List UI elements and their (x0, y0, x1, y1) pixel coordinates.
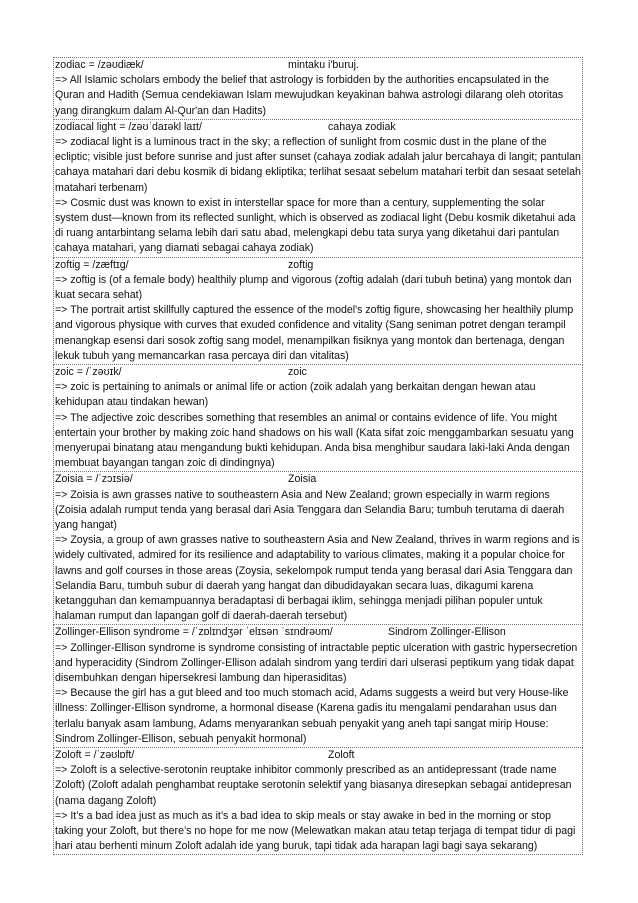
definition-line: => All Islamic scholars embody the belief that astrology is forbidden by the authorities encapsulated in the Quran and Hadith (Semua cendekiawan Islam mewujudkan keyakinan bahwa astrologi dilarang oleh otoritas yang dirangkum dalam Al-Qur'an dan Hadits) (55, 74, 564, 117)
entry-term: Zoisia = /ˈzɔɪsiə/ (55, 473, 133, 486)
entry-translation: zoftig (288, 258, 314, 271)
entry-zoftig (53, 257, 583, 365)
definition-line: => Zoisia is awn grasses native to southeastern Asia and New Zealand; grown especially in warm regions (Zoisia adalah rumput tenda yang berasal dari Asia Tenggara dan Selandia Baru; tumbuh terutama di daerah yang hangat) (55, 488, 565, 532)
entry-zoloft (53, 747, 583, 855)
entry-header (55, 748, 581, 763)
example-line: => Because the girl has a gut bleed and too much stomach acid, Adams suggests a weird but very House-like illness: Zollinger-Ellison syndrome, a hormonal disease (Karena gadis itu mengalami pendarahan usus dan terlalu banyak asam lambung, Adams menyarankan sebuah penyakit yang aneh tapi sangat mirip House: Sindrom Zollinger-Ellison, sebuah penyakit hormonal) (55, 687, 569, 745)
dictionary-page (53, 58, 583, 855)
entry-zodiac (53, 57, 583, 120)
definition-line: => zoftig is (of a female body) healthily plump and vigorous (zoftig adalah (dari tubuh betina) yang montok dan kuat secara sehat) (55, 273, 572, 301)
example-line: => It’s a bad idea just as much as it’s a bad idea to skip meals or stay awake in bed in the morning or stop taking your Zoloft, but there’s no hope for me now (Melewatkan makan atau tetap terjaga di tempat tidur di pagi hari atau berhenti minum Zoloft adalah ide yang buruk, tapi tidak ada harapan lagi bagi saya sekarang) (55, 809, 576, 853)
entry-translation: Zoloft (328, 749, 355, 762)
entry-header (55, 472, 581, 487)
entry-translation: mintaku i'buruj. (288, 59, 359, 71)
definition-line: => zodiacal light is a luminous tract in the sky; a reflection of sunlight from cosmic dust in the plane of the ecliptic; visible just before sunrise and just after sunset (cahaya zodiak adalah jalur bercahaya di langit; pantulan cahaya matahari dari debu kosmik di bidang ekliptika; terlihat sesaat sebelum matahari terbit dan sesaat setelah matahari terbenam) (55, 135, 581, 194)
entry-translation: zoic (288, 366, 307, 379)
entry-term: Zollinger-Ellison syndrome = /ˈzɒlɪndʒər ˈelɪsən ˈsɪndrəʊm/ (55, 626, 333, 639)
example-line: => Zoysia, a group of awn grasses native to southeastern Asia and New Zealand, thrives in warm regions and is widely cultivated, admired for its resilience and adaptability to various climates, making it a popular choice for lawns and golf courses in those areas (Zoysia, sekelompok rumput tenda yang berasal dari Asia Tenggara dan Selandia Baru, tumbuh subur di daerah yang hangat dan dibudidayakan secara luas, dikagumi karena ketangguhan dan kemampuannya beradaptasi di berbagai iklim, sehingga menjadi pilihan populer untuk halaman rumput dan lapangan golf di daerah-daerah tersebut) (55, 534, 580, 623)
definition-line: => zoic is pertaining to animals or animal life or action (zoik adalah yang berkaitan dengan hewan atau kehidupan atau tindakan hewan) (55, 381, 536, 409)
entry-translation: Zoisia (288, 473, 317, 486)
entry-zoic (53, 364, 583, 472)
example-line: => The adjective zoic describes something that resembles an animal or contains evidence of life. You might entertain your brother by making zoic hand shadows on his wall (Kata sifat zoic menggambarkan sesuatu yang menyerupai binatang atau mengandung bukti kehidupan. Anda bisa menghibur saudara laki-laki Anda dengan membuat bayangan tangan zoic di dindingnya) (55, 411, 574, 470)
entry-term: zoic = /ˈzəʊɪk/ (55, 366, 122, 379)
entry-zollinger-ellison-syndrome (53, 624, 583, 748)
entry-translation: Sindrom Zollinger-Ellison (388, 626, 506, 639)
entry-header (55, 625, 581, 640)
entry-term: zodiac = /zəʊdiæk/ (55, 59, 144, 71)
definition-line: => Zoloft is a selective-serotonin reuptake inhibitor commonly prescribed as an antidepressant (trade name Zoloft) (Zoloft adalah penghambat reuptake serotonin selektif yang biasanya diresepkan sebagai antidepresan (nama dagang Zoloft) (55, 764, 572, 807)
entry-header (55, 120, 581, 135)
entry-header (55, 258, 581, 273)
definition-line: => Zollinger-Ellison syndrome is syndrome consisting of intractable peptic ulceration with gastric hypersecretion and hyperacidity (Sindrom Zollinger-Ellison adalah sindrom yang terdiri dari ulserasi peptikum yang tidak dapat disembuhkan dengan hipersekresi lambung dan hiperasiditas) (55, 641, 578, 685)
example-line: => Cosmic dust was known to exist in interstellar space for more than a century, supplementing the solar system dust—known from its reflected sunlight, which is observed as zodiacal light (Debu kosmik diketahui ada di ruang antarbintang selama lebih dari satu abad, melengkapi debu tata surya yang diketahui dari pantulan cahaya matahari, yang diamati sebagai cahaya zodiak) (55, 196, 576, 255)
entry-header (55, 365, 581, 380)
entry-term: Zoloft = /ˈzəʊlɒft/ (55, 749, 135, 762)
entry-term: zodiacal light = /zəʊˈdaɪəkl laɪt/ (55, 120, 202, 133)
entry-header (55, 58, 581, 73)
entry-zoisia (53, 471, 583, 625)
entry-zodiacal-light (53, 119, 583, 258)
entry-translation: cahaya zodiak (328, 120, 396, 133)
entry-term: zoftig = /zæftɪg/ (55, 258, 129, 271)
example-line: => The portrait artist skillfully captured the essence of the model's zoftig figure, showcasing her healthily plump and vigorous physique with curves that exuded confidence and vitality (Sang seniman potret dengan terampil menangkap esensi dari sosok zoftig sang model, menampilkan fisiknya yang montok dan bertenaga, dengan lekuk tubuh yang memancarkan rasa percaya diri dan vitalitas) (55, 304, 574, 362)
